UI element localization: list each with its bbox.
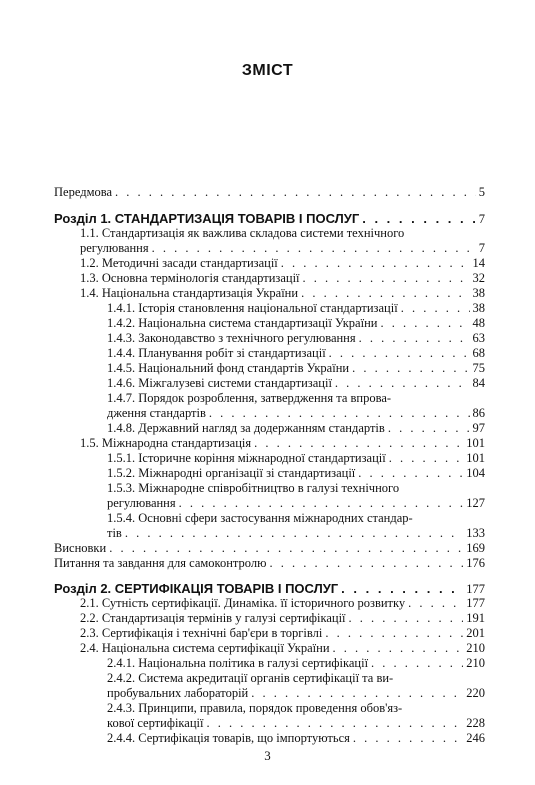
toc-entry-label: 1.4.6. Міжгалузеві системи стандартизації: [107, 376, 332, 390]
toc-entry-label: 1.5.4. Основні сфери застосування міжнародних стандар-: [107, 511, 413, 525]
leader-dots: [115, 185, 476, 200]
toc-entry-label: регулювання: [80, 241, 149, 255]
toc-page-number: 210: [466, 641, 485, 655]
toc-entry-2-4-3-cont[interactable]: [107, 716, 485, 731]
toc-page-number: 228: [466, 716, 485, 730]
toc-entry-label: 1.5.1. Історичне коріння міжнародної стандартизації: [107, 451, 386, 465]
toc-entry-2-4-2-cont[interactable]: [107, 686, 485, 701]
toc-page-number: 63: [472, 331, 485, 345]
toc-entry-1-4-7-cont[interactable]: [107, 406, 485, 421]
toc-page-number: 101: [466, 451, 485, 465]
toc-entry-1-4-3[interactable]: [107, 331, 485, 346]
toc-entry-label: 2.2. Стандартизація термінів у галузі сертифікації: [80, 611, 346, 625]
leader-dots: [303, 271, 470, 286]
leader-dots: [352, 361, 469, 376]
toc-entry-1-1-cont[interactable]: [80, 241, 485, 256]
toc-entry-2-2[interactable]: [80, 611, 485, 626]
toc-entry-2-3[interactable]: [80, 626, 485, 641]
leader-dots: [301, 286, 469, 301]
toc-entry-2-4-2[interactable]: [107, 671, 485, 686]
leader-dots: [388, 421, 470, 436]
toc-entry-label: кової сертифікації: [107, 716, 204, 730]
toc-page-number: 38: [472, 301, 485, 315]
toc-page-number: 127: [466, 496, 485, 510]
toc-entry-questions[interactable]: [54, 556, 485, 571]
leader-dots: [251, 686, 463, 701]
leader-dots: [269, 556, 463, 571]
toc-entry-2-4-3[interactable]: [107, 701, 485, 716]
toc-page-number: 177: [466, 582, 485, 596]
toc-entry-section-2[interactable]: [54, 581, 485, 596]
toc-entry-label: 1.5. Міжнародна стандартизація: [80, 436, 252, 450]
toc-entry-label: 1.4.1. Історія становлення національної стандартизації: [107, 301, 398, 315]
toc-entry-label: Розділ 2. СЕРТИФІКАЦІЯ ТОВАРІВ І ПОСЛУГ: [54, 581, 339, 596]
toc-page-number: 75: [472, 361, 485, 375]
page-number: 3: [264, 748, 271, 763]
leader-dots: [179, 496, 464, 511]
toc-page-number: 7: [478, 212, 485, 226]
toc-page-number: 104: [466, 466, 485, 480]
page-title: ЗМІСТ: [241, 62, 294, 79]
leader-dots: [281, 256, 470, 271]
leader-dots: [408, 596, 463, 611]
toc-page-number: 97: [472, 421, 485, 435]
toc-entry-label: 2.3. Сертифікація і технічні бар'єри в торгівлі: [80, 626, 323, 640]
leader-dots: [125, 526, 463, 541]
toc-entry-label: 1.5.2. Міжнародні організації зі стандартизації: [107, 466, 356, 480]
toc-entry-label: 2.4. Національна система сертифікації України: [80, 641, 330, 655]
toc-entry-label: Висновки: [54, 541, 107, 555]
leader-dots: [362, 211, 476, 226]
toc-entry-label: 2.4.3. Принципи, правила, порядок проведення обов'яз-: [107, 701, 403, 715]
toc-entry-1-5-2[interactable]: [107, 466, 485, 481]
toc-page-number: 48: [472, 316, 485, 330]
leader-dots: [333, 641, 464, 656]
toc-entry-1-4-1[interactable]: [107, 301, 485, 316]
toc-entry-2-1[interactable]: [80, 596, 485, 611]
toc-entry-2-4-4[interactable]: [107, 731, 485, 746]
toc-entry-1-5-4[interactable]: [107, 511, 485, 526]
toc-entry-conclusions[interactable]: [54, 541, 485, 556]
toc-entry-label: 1.1. Стандартизація як важлива складова системи технічного: [80, 226, 405, 240]
leader-dots: [358, 466, 463, 481]
leader-dots: [380, 316, 469, 331]
toc-entry-label: 2.1. Сутність сертифікації. Динаміка. її історичного розвитку: [80, 596, 406, 610]
toc-page-number: 133: [466, 526, 485, 540]
toc-entry-label: пробувальних лабораторій: [107, 686, 249, 700]
toc-page-number: 176: [466, 556, 485, 570]
toc-entry-label: 1.4. Національна стандартизація України: [80, 286, 299, 300]
leader-dots: [359, 331, 470, 346]
toc-entry-1-1[interactable]: [80, 226, 485, 241]
toc-entry-label: 2.4.4. Сертифікація товарів, що імпортуються: [107, 731, 350, 745]
leader-dots: [329, 346, 470, 361]
toc-page-number: 68: [472, 346, 485, 360]
toc-page-number: 220: [466, 686, 485, 700]
toc-page-number: 38: [472, 286, 485, 300]
toc-entry-1-5[interactable]: [80, 436, 485, 451]
toc-entry-label: 2.4.2. Система акредитації органів сертифікації та ви-: [107, 671, 394, 685]
toc-entry-1-4-4[interactable]: [107, 346, 485, 361]
toc-page-number: 84: [472, 376, 485, 390]
toc-entry-1-5-3-cont[interactable]: [107, 496, 485, 511]
leader-dots: [401, 301, 470, 316]
toc-entry-1-4-2[interactable]: [107, 316, 485, 331]
toc-entry-1-4-6[interactable]: [107, 376, 485, 391]
toc-page-number: 86: [472, 406, 485, 420]
toc-entry-label: 1.4.5. Національний фонд стандартів України: [107, 361, 350, 375]
toc-entry-1-5-3[interactable]: [107, 481, 485, 496]
toc-entry-label: 1.3. Основна термінологія стандартизації: [80, 271, 300, 285]
leader-dots: [335, 376, 470, 391]
leader-dots: [353, 731, 463, 746]
toc-entry-label: 1.2. Методичні засади стандартизації: [80, 256, 278, 270]
toc-entry-label: 1.4.7. Порядок розроблення, затвердження та впрова-: [107, 391, 392, 405]
toc-page-number: 32: [472, 271, 485, 285]
toc-entry-2-4[interactable]: [80, 641, 485, 656]
toc-entry-label: 1.4.2. Національна система стандартизації України: [107, 316, 378, 330]
toc-entry-label: 1.4.8. Державний нагляд за додержанням стандартів: [107, 421, 385, 435]
toc-entry-1-5-1[interactable]: [107, 451, 485, 466]
leader-dots: [209, 406, 470, 421]
toc-entry-1-3[interactable]: [80, 271, 485, 286]
toc-page-number: 14: [472, 256, 485, 270]
toc-entry-foreword[interactable]: [54, 185, 485, 200]
leader-dots: [152, 241, 476, 256]
toc-page-number: 169: [466, 541, 485, 555]
toc-entry-2-4-1[interactable]: [107, 656, 485, 671]
toc-entry-label: 1.4.3. Законодавство з технічного регулювання: [107, 331, 356, 345]
toc-entry-label: регулювання: [107, 496, 176, 510]
toc-entry-1-4-5[interactable]: [107, 361, 485, 376]
leader-dots: [371, 656, 463, 671]
toc-page-number: 7: [478, 241, 485, 255]
toc-entry-label: 1.5.3. Міжнародне співробітництво в галузі технічного: [107, 481, 400, 495]
toc-entry-1-4-7[interactable]: [107, 391, 485, 406]
toc-entry-label: дження стандартів: [107, 406, 206, 420]
leader-dots: [206, 716, 463, 731]
toc-entry-label: тів: [107, 526, 122, 540]
toc-page-number: 246: [466, 731, 485, 745]
toc-page-number: 5: [478, 185, 485, 199]
toc-entry-label: 2.4.1. Національна політика в галузі сертифікації: [107, 656, 369, 670]
toc-page-number: 210: [466, 656, 485, 670]
leader-dots: [109, 541, 463, 556]
toc-entry-label: Передмова: [54, 185, 113, 199]
toc-entry-label: Питання та завдання для самоконтролю: [54, 556, 267, 570]
leader-dots: [341, 581, 463, 596]
toc-entry-1-2[interactable]: [80, 256, 485, 271]
toc-entry-1-4[interactable]: [80, 286, 485, 301]
toc-entry-section-1[interactable]: [54, 211, 485, 226]
leader-dots: [325, 626, 463, 641]
toc-page-number: 201: [466, 626, 485, 640]
toc-entry-label: 1.4.4. Планування робіт зі стандартизації: [107, 346, 326, 360]
toc-entry-1-4-8[interactable]: [107, 421, 485, 436]
toc-page-number: 177: [466, 596, 485, 610]
leader-dots: [254, 436, 463, 451]
toc-page-number: 101: [466, 436, 485, 450]
leader-dots: [349, 611, 464, 626]
toc-page-number: 191: [466, 611, 485, 625]
leader-dots: [389, 451, 464, 466]
toc-entry-label: Розділ 1. СТАНДАРТИЗАЦІЯ ТОВАРІВ І ПОСЛУГ: [54, 211, 360, 226]
toc-entry-1-5-4-cont[interactable]: [107, 526, 485, 541]
